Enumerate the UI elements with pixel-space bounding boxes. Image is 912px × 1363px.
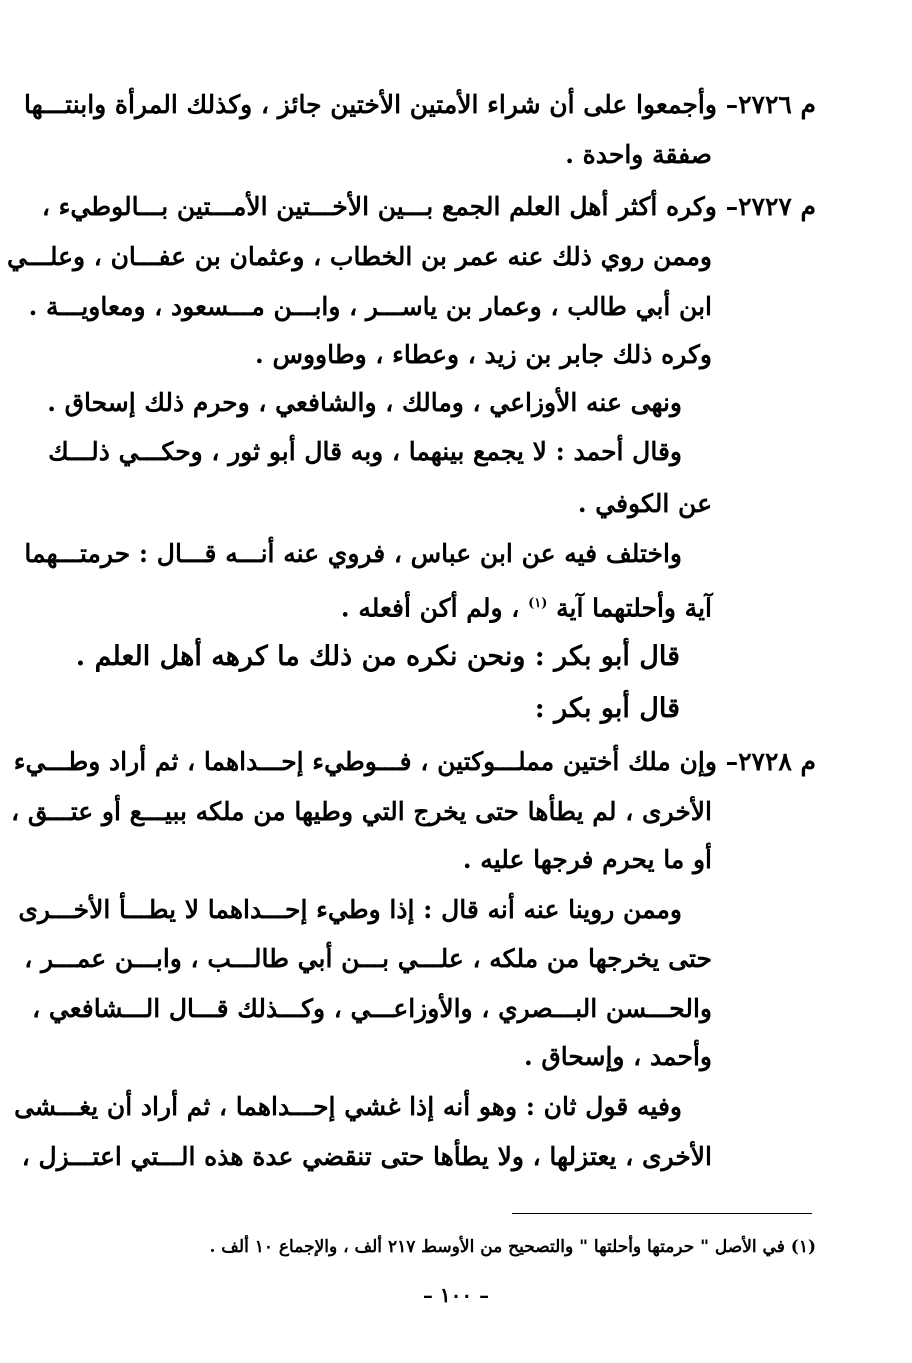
text-span: آية وأحلتهما آية: [556, 593, 712, 623]
text-line: م ٢٧٢٦– وأجمعوا على أن شراء الأمتين الأختين جائز ، وكذلك المرأة وابنتـــها: [24, 90, 816, 119]
footnote: (١) في الأصل " حرمتها وأحلتها " والتصحيح من الأوسط ٢١٧ ألف ، والإجماع ١٠ ألف .: [209, 1237, 816, 1257]
text-span: ، ولم أكن أفعله .: [340, 593, 520, 623]
page-number: – ١٠٠ –: [422, 1283, 490, 1307]
footnote-marker: (١): [528, 596, 548, 611]
text-line: م ٢٧٢٧– وكره أكثر أهل العلم الجمع بـــين الأخـــتين الأمـــتين بـــالوطيء ،: [41, 192, 816, 221]
text-line: وكره ذلك جابر بن زيد ، وعطاء ، وطاووس .: [255, 340, 712, 369]
text-line: عن الكوفي .: [577, 489, 712, 518]
text-line: حتى يخرجها من ملكه ، علـــي بـــن أبي طالـــب ، وابـــن عمـــر ،: [24, 944, 712, 973]
text-line: م ٢٧٢٨– وإن ملك أختين مملـــوكتين ، فـــوطيء إحـــداهما ، ثم أراد وطـــيء: [13, 747, 816, 776]
text-line: الأخرى ، يعتزلها ، ولا يطأها حتى تنقضي عدة هذه الـــتي اعتـــزل ،: [21, 1142, 712, 1171]
text-line: الأخرى ، لم يطأها حتى يخرج التي وطيها من ملكه ببيـــع أو عتـــق ،: [11, 797, 712, 826]
text-line: ونهى عنه الأوزاعي ، ومالك ، والشافعي ، وحرم ذلك إسحاق .: [47, 388, 682, 417]
text-line: والحـــسن البـــصري ، والأوزاعـــي ، وكـــذلك قـــال الـــشافعي ،: [32, 994, 712, 1023]
text-line: وفيه قول ثان : وهو أنه إذا غشي إحـــداهما ، ثم أراد أن يغـــشى: [14, 1092, 682, 1121]
text-line: وممن روي ذلك عنه عمر بن الخطاب ، وعثمان بن عفـــان ، وعلـــي: [7, 242, 712, 271]
text-line: ابن أبي طالب ، وعمار بن ياســـر ، وابـــن مـــسعود ، ومعاويـــة .: [28, 292, 712, 321]
text-line: وأحمد ، وإسحاق .: [523, 1042, 712, 1071]
text-line: أو ما يحرم فرجها عليه .: [462, 845, 712, 874]
text-line: وقال أحمد : لا يجمع بينهما ، وبه قال أبو ثور ، وحكـــي ذلـــك: [48, 437, 682, 466]
section-heading: قال أبو بكر :: [534, 693, 680, 724]
text-line: صفقة واحدة .: [565, 140, 712, 169]
text-line: واختلف فيه عن ابن عباس ، فروي عنه أنـــه قـــال : حرمتـــهما: [24, 539, 682, 568]
text-line: [341, 587, 712, 625]
section-heading: قال أبو بكر : ونحن نكره من ذلك ما كرهه أهل العلم .: [75, 641, 680, 672]
footnote-divider: [512, 1213, 812, 1214]
text-line: وممن روينا عنه أنه قال : إذا وطيء إحـــداهما لا يطـــأ الأخـــرى: [18, 895, 682, 924]
